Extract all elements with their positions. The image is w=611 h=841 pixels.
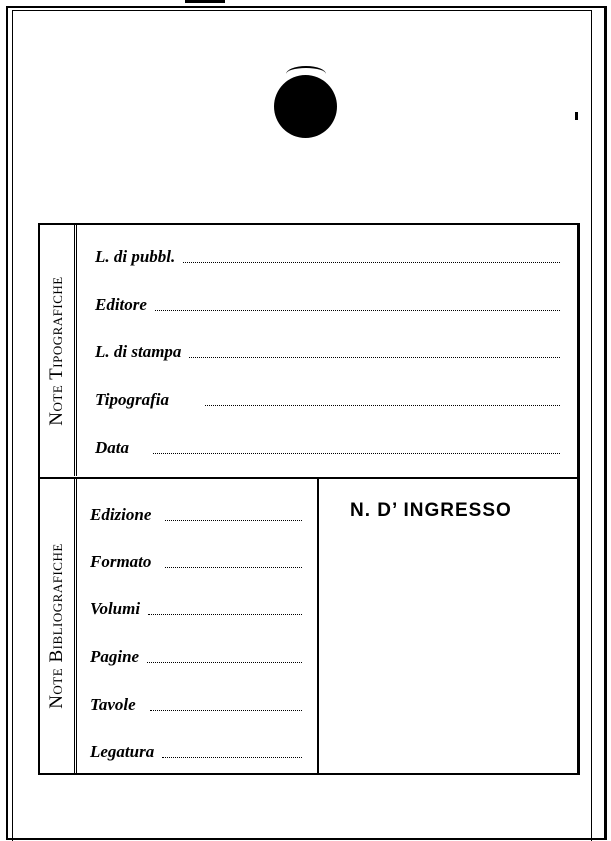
- bibliografiche-side-label: [40, 479, 77, 773]
- form-box: [38, 223, 580, 775]
- edge-mark: [575, 112, 578, 120]
- field-luogo-pubblicazione: [95, 247, 560, 267]
- fill-in-line[interactable]: [148, 613, 302, 615]
- tipografiche-side-label: [40, 225, 77, 476]
- fill-in-line[interactable]: [165, 566, 302, 568]
- field-volumi: [90, 599, 302, 619]
- field-label: Editore: [95, 295, 147, 314]
- top-edge-mark: [185, 0, 225, 3]
- tipografiche-section-title: Note Tipografiche: [46, 275, 67, 426]
- bibliografiche-section-title: Note Bibliografiche: [46, 543, 67, 709]
- field-pagine: [90, 647, 302, 667]
- field-luogo-stampa: [95, 342, 560, 362]
- field-label: Pagine: [90, 647, 140, 666]
- fill-in-line[interactable]: [155, 309, 560, 311]
- fill-in-line[interactable]: [165, 519, 302, 521]
- field-formato: [90, 552, 302, 572]
- field-tipografia: [95, 390, 560, 410]
- field-label: Data: [95, 438, 129, 457]
- fill-in-line[interactable]: [183, 261, 560, 263]
- punch-hole: [274, 75, 337, 138]
- field-label: Edizione: [90, 505, 152, 524]
- fill-in-line[interactable]: [162, 756, 302, 758]
- field-tavole: [90, 695, 302, 715]
- field-label: L. di stampa: [95, 342, 182, 361]
- field-label: Volumi: [90, 599, 141, 618]
- field-edizione: [90, 505, 302, 525]
- field-label: Tavole: [90, 695, 136, 714]
- field-editore: [95, 295, 560, 315]
- fill-in-line[interactable]: [153, 452, 560, 454]
- field-legatura: [90, 742, 302, 762]
- fill-in-line[interactable]: [150, 709, 302, 711]
- field-data: [95, 438, 560, 458]
- fill-in-line[interactable]: [205, 404, 560, 406]
- field-label: Formato: [90, 552, 152, 571]
- column-divider: [317, 479, 319, 773]
- field-label: L. di pubbl.: [95, 247, 176, 266]
- numero-ingresso-label: N. D’ INGRESSO: [350, 500, 512, 521]
- section-divider: [40, 477, 577, 479]
- field-label: Tipografia: [95, 390, 169, 409]
- fill-in-line[interactable]: [189, 356, 560, 358]
- fill-in-line[interactable]: [147, 661, 302, 663]
- field-label: Legatura: [90, 742, 155, 761]
